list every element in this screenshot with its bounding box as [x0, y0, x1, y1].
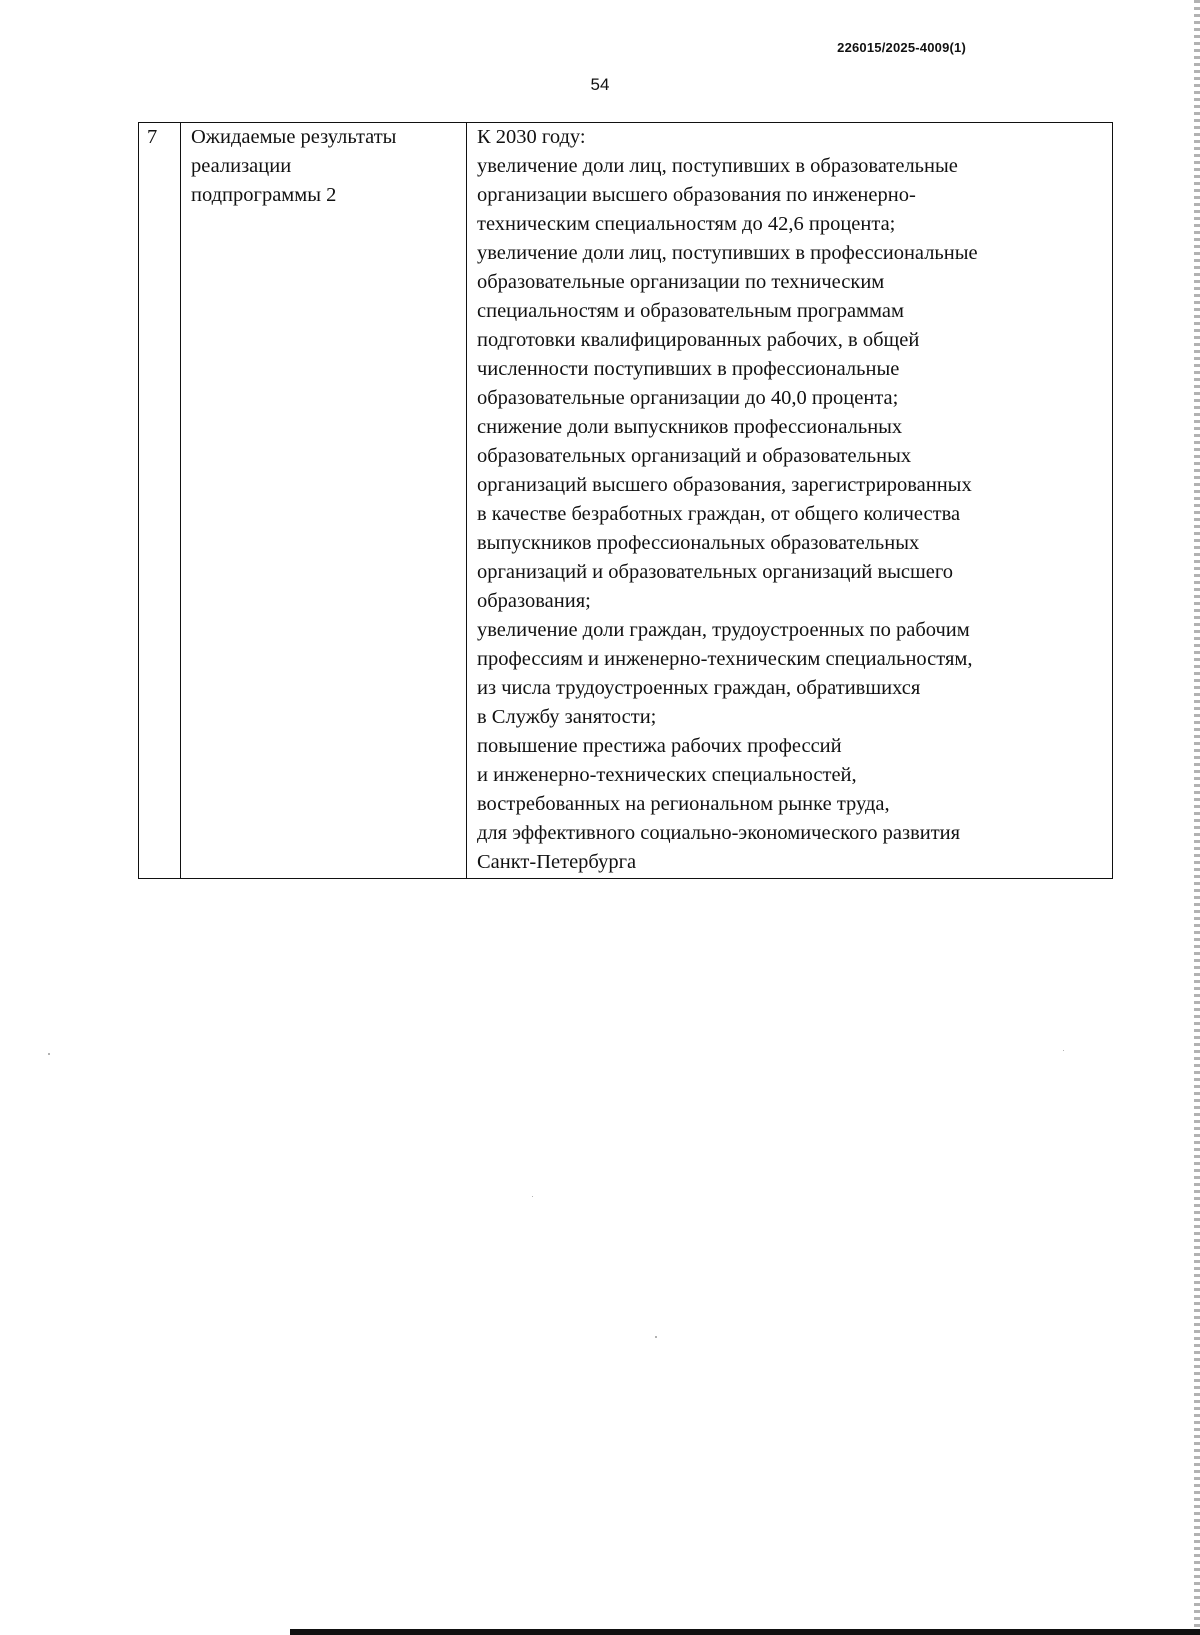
- value-line: Санкт-Петербурга: [477, 851, 637, 873]
- scan-speck: [655, 1336, 657, 1338]
- value-line: для эффективного социально-экономического развития: [477, 822, 961, 844]
- value-line: численности поступивших в профессиональные: [477, 358, 900, 380]
- row-number: 7: [147, 126, 158, 148]
- scan-edge-right: [1194, 0, 1200, 1635]
- row-name-line: реализации: [191, 155, 292, 177]
- value-line: специальностям и образовательным программам: [477, 300, 904, 322]
- scan-speck: [48, 1053, 50, 1055]
- value-line: образовательные организации по техническим: [477, 271, 885, 293]
- value-line: подготовки квалифицированных рабочих, в общей: [477, 329, 920, 351]
- row-name-line: Ожидаемые результаты: [191, 126, 397, 148]
- document-registration-number: 226015/2025-4009(1): [837, 40, 966, 55]
- value-line: образования;: [477, 590, 591, 612]
- value-line: организаций и образовательных организаций высшего: [477, 561, 954, 583]
- program-results-table: [138, 122, 1113, 879]
- row-number-cell: [139, 123, 181, 879]
- scan-speck: [1063, 1050, 1064, 1051]
- value-line: увеличение доли лиц, поступивших в образовательные: [477, 155, 958, 177]
- value-line: в Службу занятости;: [477, 706, 657, 728]
- value-line: повышение престижа рабочих профессий: [477, 735, 842, 757]
- scan-speck: [532, 1196, 533, 1197]
- value-line: К 2030 году:: [477, 126, 586, 148]
- value-line: образовательные организации до 40,0 процента;: [477, 387, 899, 409]
- value-line: востребованных на региональном рынке труда,: [477, 793, 890, 815]
- page-number: 54: [590, 75, 610, 94]
- row-name-cell: [181, 123, 467, 879]
- value-line: техническим специальностям до 42,6 процента;: [477, 213, 896, 235]
- scan-edge-bottom: [290, 1629, 1200, 1635]
- value-line: из числа трудоустроенных граждан, обратившихся: [477, 677, 921, 699]
- value-line: организаций высшего образования, зарегистрированных: [477, 474, 972, 496]
- value-line: увеличение доли лиц, поступивших в профессиональные: [477, 242, 978, 264]
- value-line: организации высшего образования по инженерно-: [477, 184, 916, 206]
- value-line: увеличение доли граждан, трудоустроенных по рабочим: [477, 619, 970, 641]
- row-value-cell: [467, 123, 1113, 879]
- table-row: [139, 123, 1113, 879]
- value-line: профессиям и инженерно-техническим специальностям,: [477, 648, 973, 670]
- value-line: в качестве безработных граждан, от общего количества: [477, 503, 961, 525]
- row-name-line: подпрограммы 2: [191, 184, 337, 206]
- value-line: снижение доли выпускников профессиональных: [477, 416, 903, 438]
- value-line: образовательных организаций и образовательных: [477, 445, 912, 467]
- value-line: выпускников профессиональных образовательных: [477, 532, 920, 554]
- value-line: и инженерно-технических специальностей,: [477, 764, 857, 786]
